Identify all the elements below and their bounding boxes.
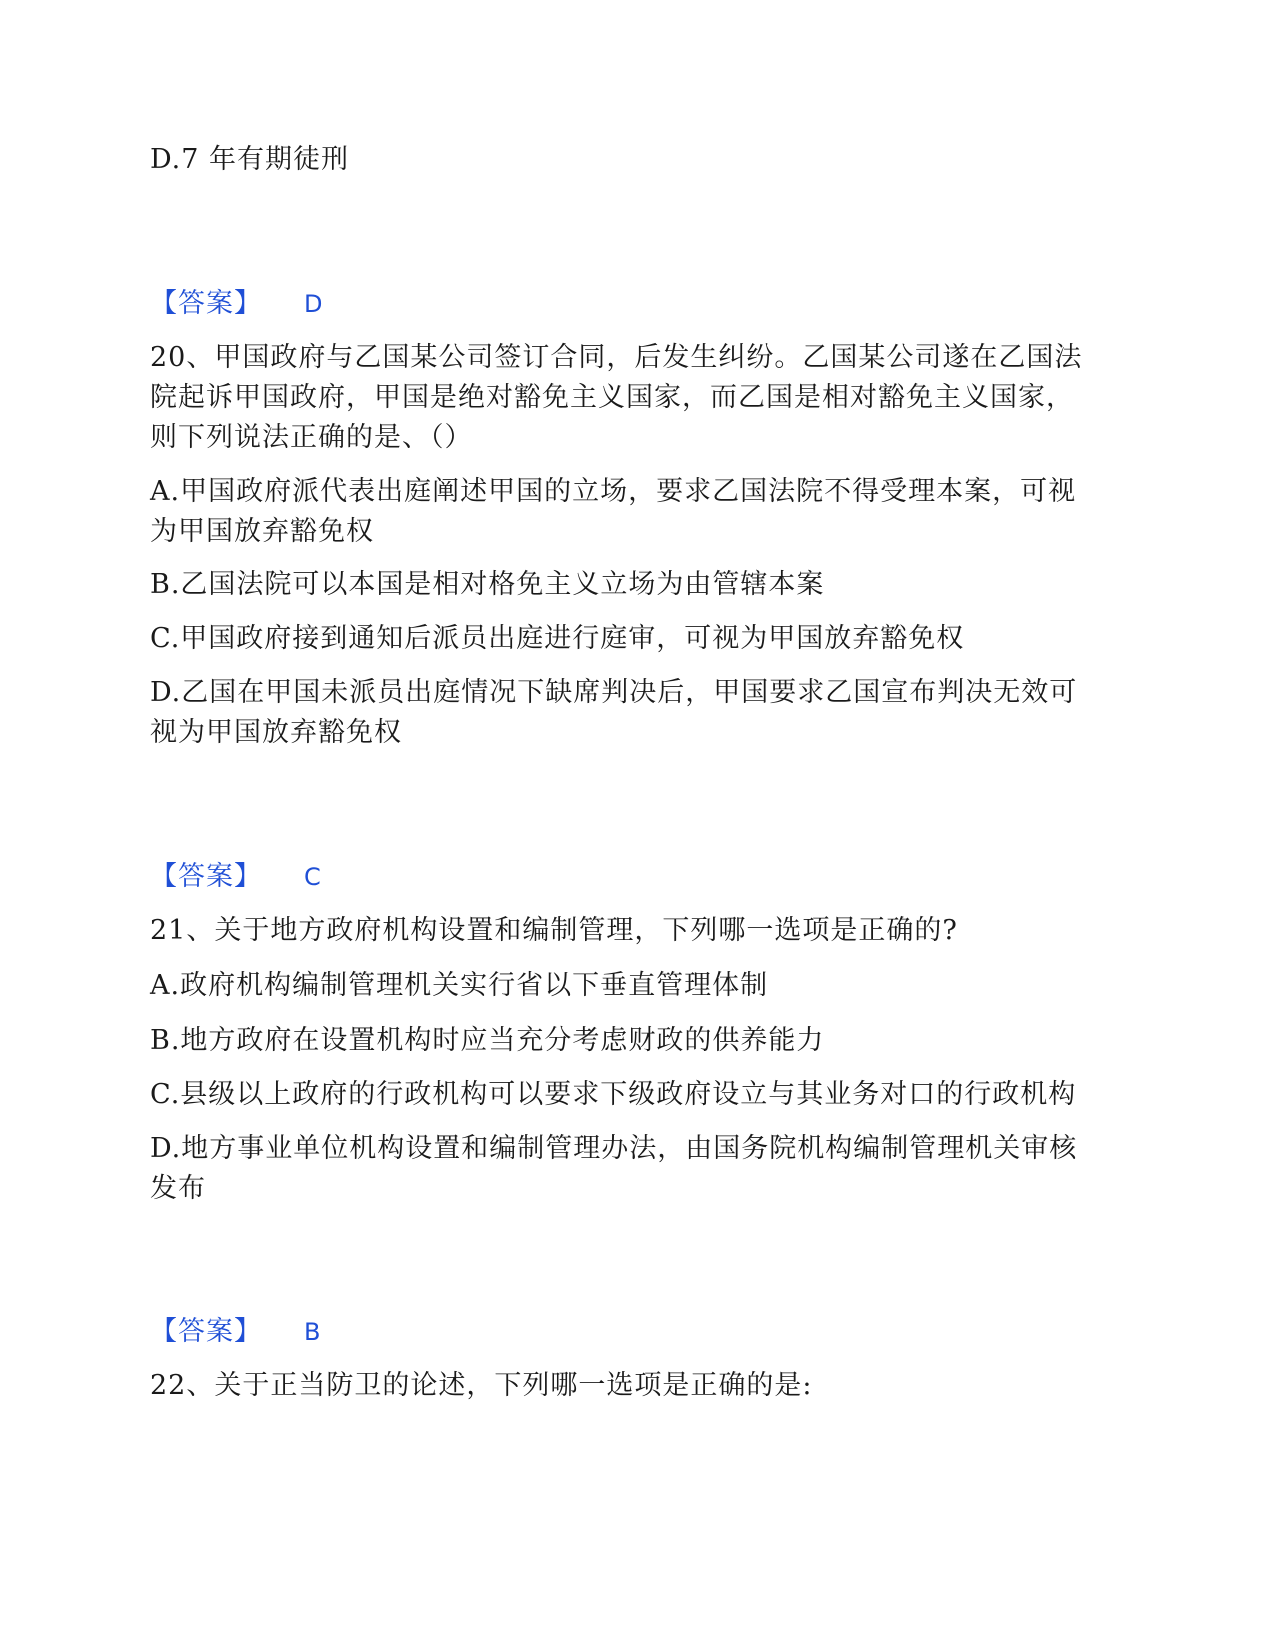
q21-option-b: B.地方政府在设置机构时应当充分考虑财政的供养能力	[150, 1025, 825, 1056]
answer-20	[150, 857, 321, 897]
answer-value: C	[304, 863, 321, 891]
q20-stem-line1: 20、甲国政府与乙国某公司签订合同，后发生纠纷。乙国某公司遂在乙国法	[150, 342, 1083, 373]
q20-stem-line3: 则下列说法正确的是、（）	[150, 422, 473, 453]
q20-option-c: C.甲国政府接到通知后派员出庭进行庭审，可视为甲国放弃豁免权	[150, 623, 965, 654]
answer-21	[150, 1312, 320, 1352]
answer-tag: 【答案】	[150, 861, 262, 892]
q20-option-d-line2: 视为甲国放弃豁免权	[150, 717, 402, 748]
q21-option-a: A.政府机构编制管理机关实行省以下垂直管理体制	[150, 970, 769, 1001]
q20-option-a-line1: A.甲国政府派代表出庭阐述甲国的立场，要求乙国法院不得受理本案，可视	[150, 476, 1077, 507]
answer-value: D	[304, 290, 323, 318]
q20-option-a-line2: 为甲国放弃豁免权	[150, 516, 374, 547]
q20-option-b: B.乙国法院可以本国是相对格免主义立场为由管辖本案	[150, 569, 825, 600]
answer-tag: 【答案】	[150, 1316, 262, 1347]
answer-value: B	[304, 1318, 321, 1346]
answer-tag: 【答案】	[150, 288, 262, 319]
answer-19	[150, 284, 322, 324]
q20-option-d-line1: D.乙国在甲国未派员出庭情况下缺席判决后，甲国要求乙国宣布判决无效可	[150, 677, 1078, 708]
q21-stem: 21、关于地方政府机构设置和编制管理，下列哪一选项是正确的?	[150, 915, 958, 946]
q21-option-d-line1: D.地方事业单位机构设置和编制管理办法，由国务院机构编制管理机关审核	[150, 1133, 1078, 1164]
q19-option-d: D.7 年有期徒刑	[150, 144, 350, 175]
q22-stem: 22、关于正当防卫的论述，下列哪一选项是正确的是:	[150, 1370, 813, 1401]
q21-option-d-line2: 发布	[150, 1173, 206, 1204]
q21-option-c: C.县级以上政府的行政机构可以要求下级政府设立与其业务对口的行政机构	[150, 1079, 1077, 1110]
q20-stem-line2: 院起诉甲国政府，甲国是绝对豁免主义国家，而乙国是相对豁免主义国家，	[150, 382, 1074, 413]
